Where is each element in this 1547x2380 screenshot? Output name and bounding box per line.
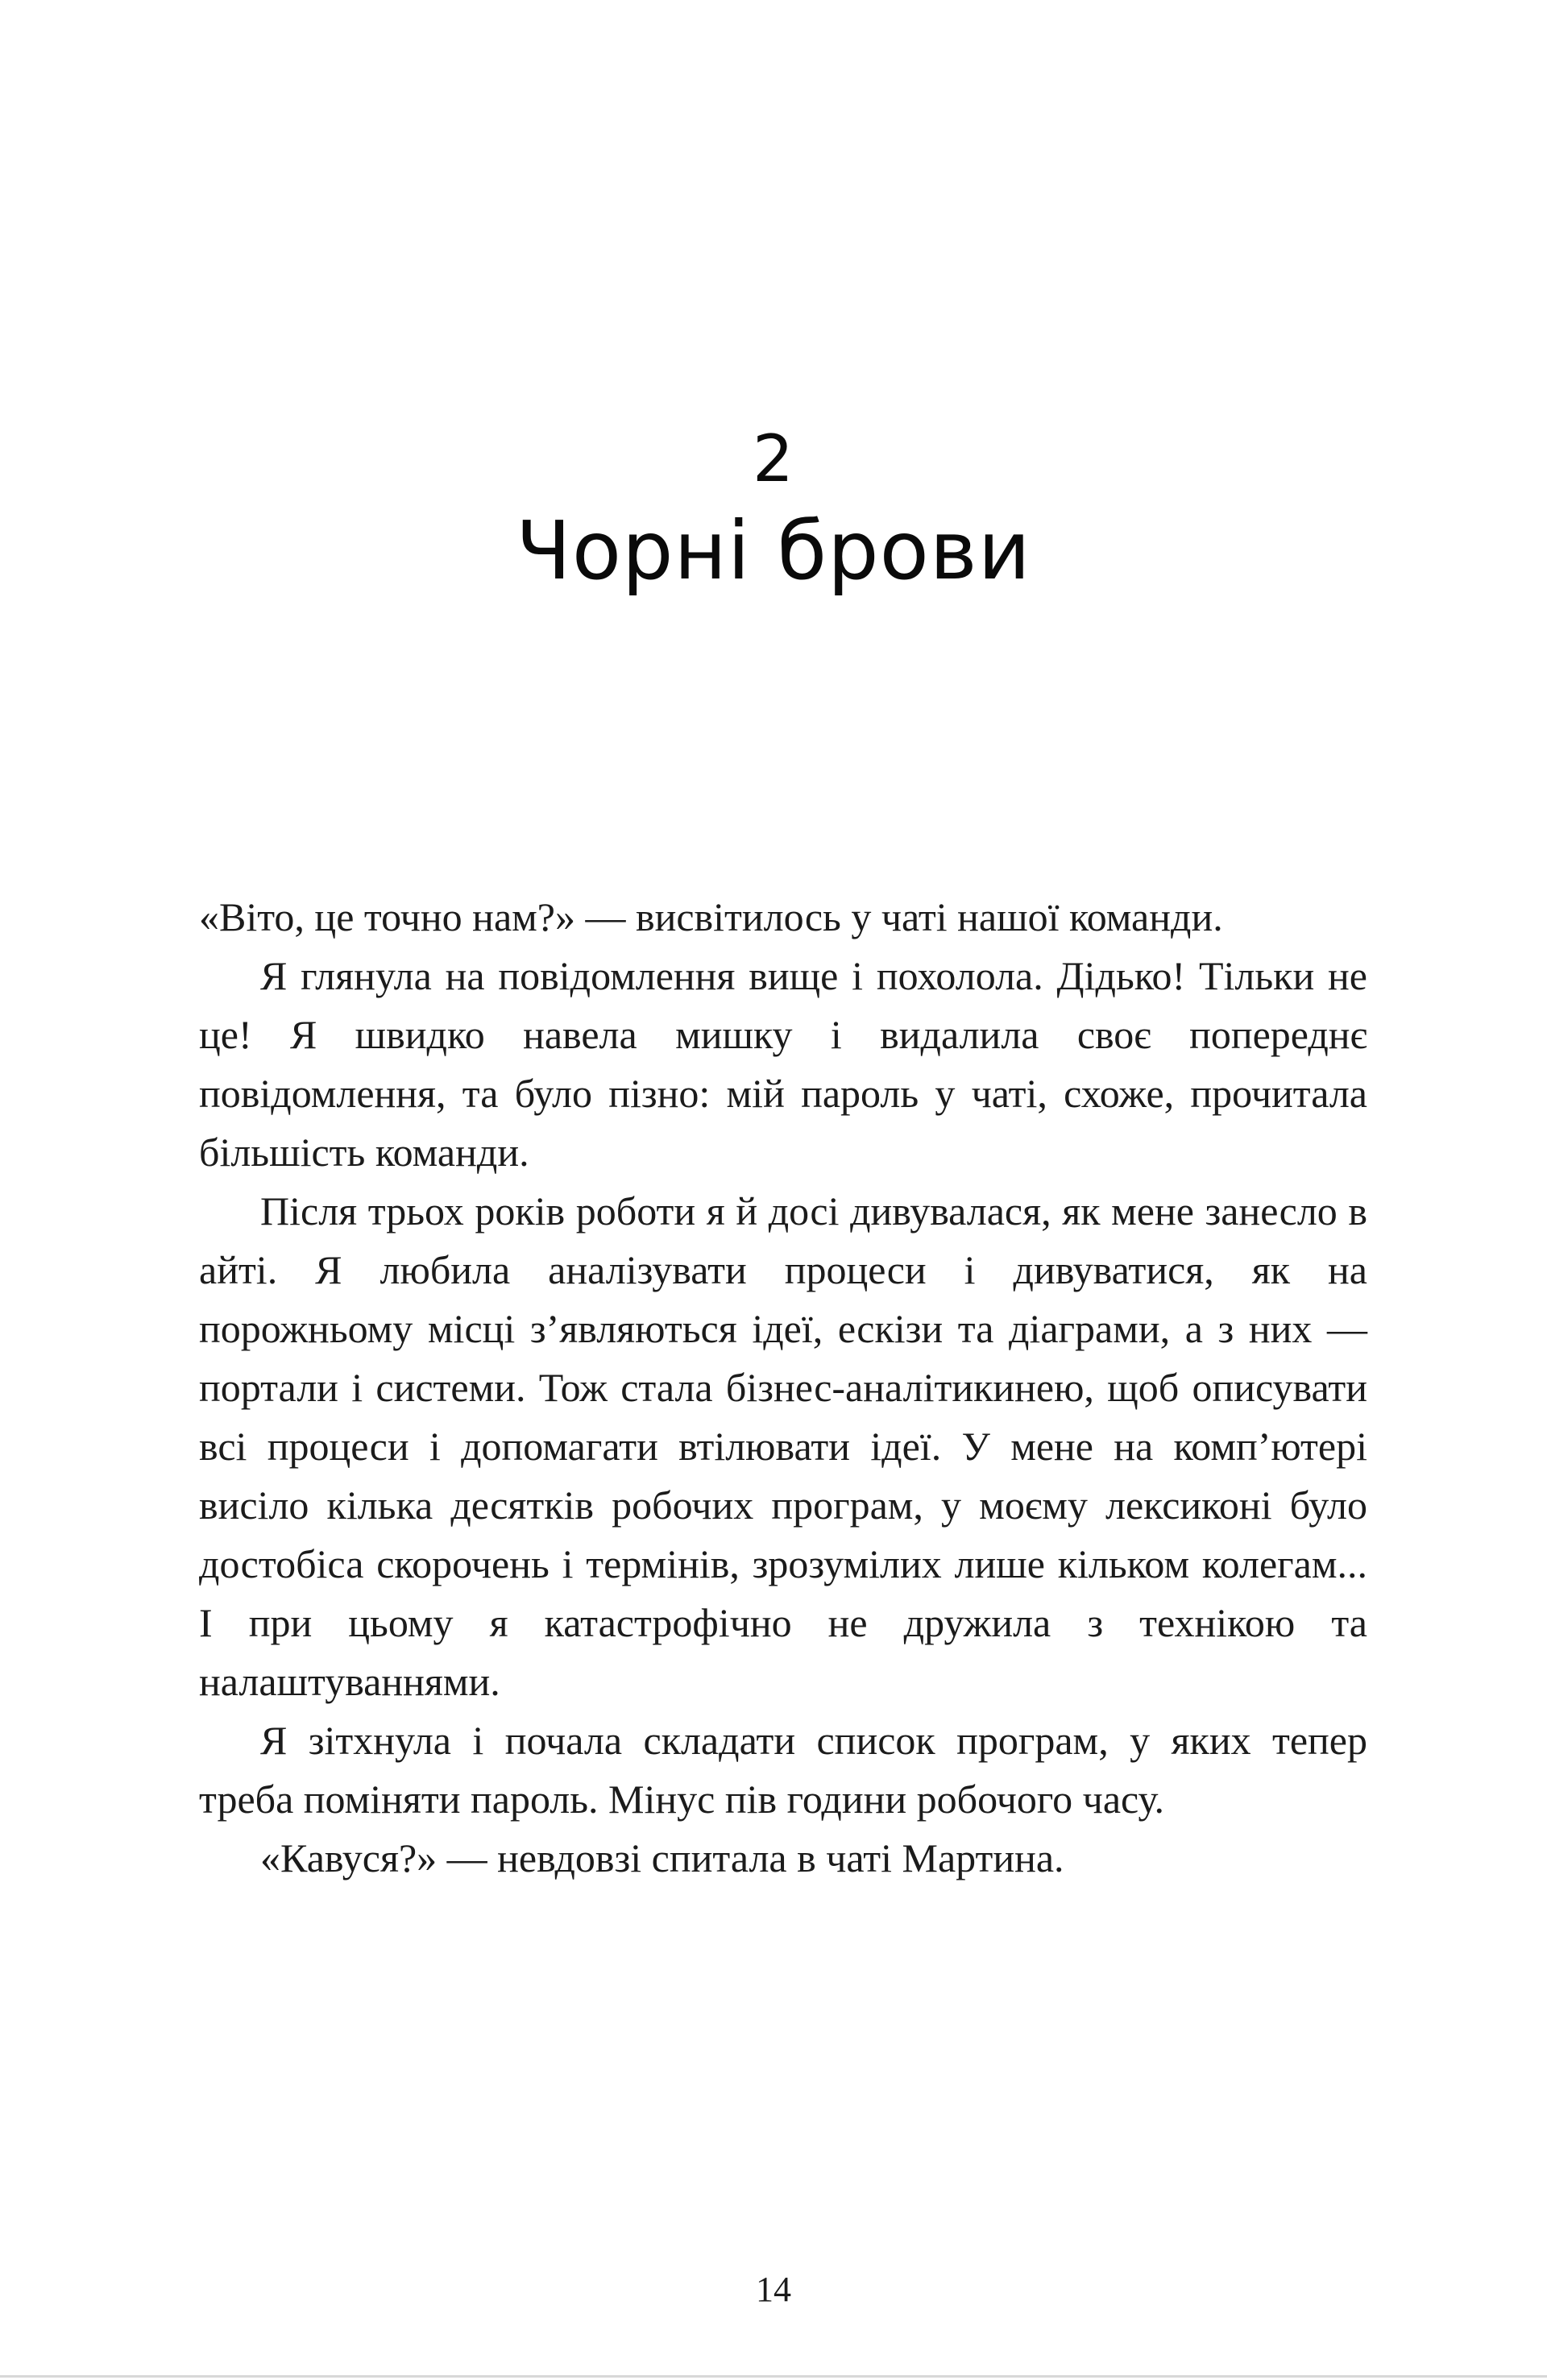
paragraph: Після трьох років роботи я й досі дивувалася, як мене занесло в айті. Я любила аналізувати процеси і дивуватися, як на порожньому місці з’являються ідеї, ескізи та діаграми, а з них — портали і системи. Тож стала бізнес-аналітикинею, щоб описувати всі процеси і допомагати втілювати ідеї. У мене на комп’ютері висіло кілька десятків робочих програм, у моєму лексиконі було достобіса скорочень і термінів, зрозумілих лише кільком колегам... І при цьому я катастрофічно не дружила з технікою та налаштуваннями. xyxy=(199,1188,1367,1704)
paragraph: Я зітхнула і почала складати список програм, у яких тепер треба поміняти пароль. Мінус пів години робочого часу. xyxy=(199,1718,1367,1822)
paragraph: «Кавуся?» — невдовзі спитала в чаті Мартина. xyxy=(260,1835,1064,1880)
page-bottom-divider xyxy=(0,2375,1547,2378)
body-text xyxy=(199,888,1367,1888)
chapter-title: Чорні брови xyxy=(516,504,1031,598)
chapter-heading xyxy=(0,0,1547,596)
paragraph: Я глянула на повідомлення вище і похолола. Дідько! Тільки не це! Я швидко навела мишку і видалила своє попереднє повідомлення, та було пізно: мій пароль у чаті, схоже, прочитала більшість команди. xyxy=(199,953,1367,1175)
chapter-number: 2 xyxy=(753,421,794,496)
paragraph: «Віто, це точно нам?» — висвітилось у чаті нашої команди. xyxy=(199,894,1223,939)
page-number: 14 xyxy=(756,2270,791,2309)
